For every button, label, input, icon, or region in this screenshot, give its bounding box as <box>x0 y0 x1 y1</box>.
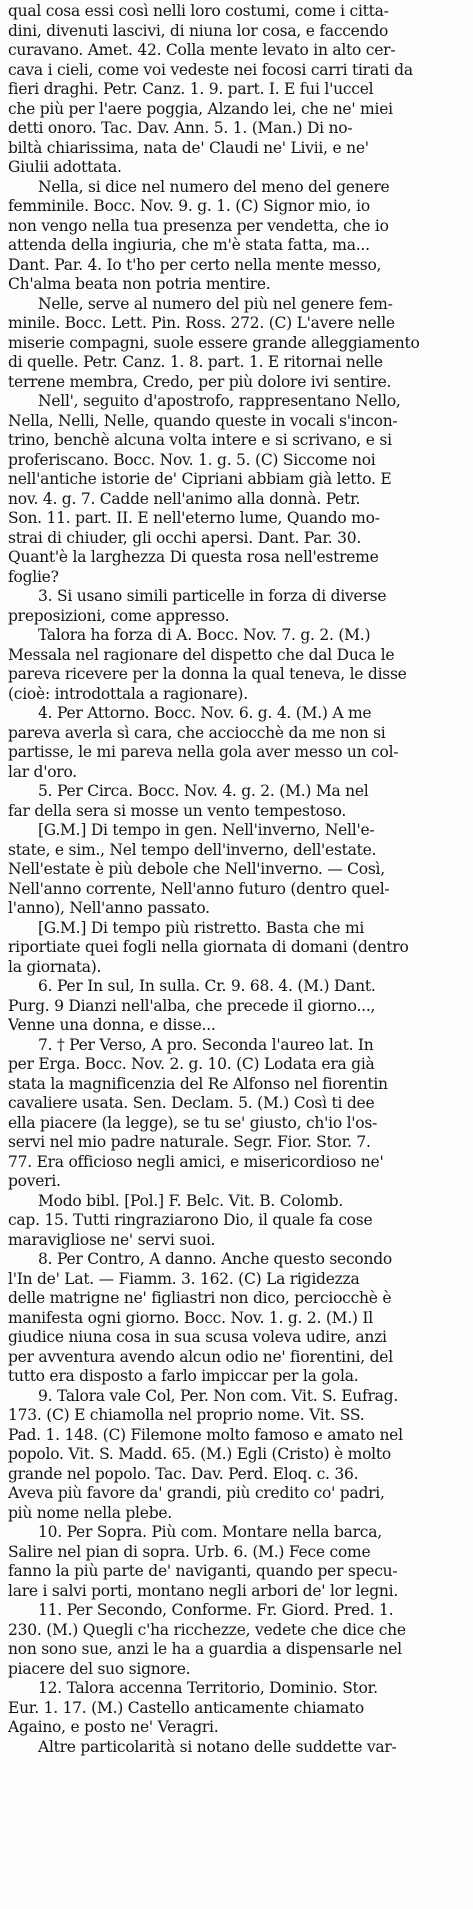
text-line: per Erga. Bocc. Nov. 2. g. 10. (C) Lodata era già <box>8 1055 375 1073</box>
text-line: lar d'oro. <box>8 762 77 781</box>
text-line: curavano. Amet. 42. Colla mente levato in alto cer- <box>8 41 396 59</box>
text-line: l'anno), Nell'anno passato. <box>8 899 210 917</box>
text-line: nov. 4. g. 7. Cadde nell'animo alla donnà. Petr. <box>8 489 361 508</box>
text-line: Nell', seguito d'apostrofo, rappresentano Nello, <box>38 392 401 410</box>
text-line: per avventura avendo alcun odio ne' fiorentini, del <box>8 1347 393 1366</box>
text-line: Quant'è la larghezza Di questa rosa nell'estreme <box>8 548 379 566</box>
text-line: trino, benchè alcuna volta intere e si scrivano, e si <box>8 431 392 449</box>
text-line: Aveva più favore da' grandi, più credito co' padri, <box>8 1484 385 1502</box>
text-line: minile. Bocc. Lett. Pin. Ross. 272. (C) L'avere nelle <box>8 314 395 332</box>
text-line: Messala nel ragionare del dispetto che dal Duca le <box>8 645 395 664</box>
text-line: Ch'alma beata non potria mentire. <box>8 275 271 293</box>
text-line: 11. Per Secondo, Conforme. Fr. Giord. Pred. 1. <box>38 1601 394 1619</box>
text-line: ella piacere (la legge), se tu se' giusto, ch'io l'os- <box>8 1113 378 1132</box>
text-line: (cioè: introdottala a ragionare). <box>8 684 248 703</box>
text-line: lare i salvi porti, montano negli arbori de' lor legni. <box>8 1581 399 1600</box>
text-line: Purg. 9 Dianzi nell'alba, che precede il giorno..., <box>8 996 376 1015</box>
text-line: preposizioni, come appresso. <box>8 606 230 625</box>
text-line: 7. † Per Verso, A pro. Seconda l'aureo lat. In <box>38 1035 374 1054</box>
text-line: femminile. Bocc. Nov. 9. g. 1. (C) Signor mio, io <box>8 197 370 215</box>
text-line: servi nel mio padre naturale. Segr. Fior. Stor. 7. <box>8 1133 371 1151</box>
text-line: Eur. 1. 17. (M.) Castello anticamente chiamato <box>8 1698 364 1717</box>
text-line: far della sera si mosse un vento tempestoso. <box>8 801 347 820</box>
text-line: di quelle. Petr. Canz. 1. 8. part. 1. E ritornai nelle <box>8 353 383 371</box>
text-line: fieri draghi. Petr. Canz. 1. 9. part. I. E fui l'uccel <box>8 80 374 98</box>
text-line: 77. Era officioso negli amici, e misericordioso ne' <box>8 1152 384 1171</box>
text-line: non sono sue, anzi le ha a guardia a dispensarle nel <box>8 1640 402 1658</box>
text-line: pareva averla sì cara, che acciocchè da me non si <box>8 723 386 742</box>
text-line: [G.M.] Di tempo più ristretto. Basta che mi <box>38 918 365 937</box>
text-line: terrene membra, Credo, per più dolore ivi sentire. <box>8 372 392 391</box>
text-line: Nella, Nelli, Nelle, quando queste in vocali s'incon- <box>8 411 398 430</box>
text-line: qual cosa essi così nelli loro costumi, come i citta- <box>8 2 389 20</box>
text-line: non vengo nella tua presenza per vendetta, che io <box>8 216 389 235</box>
text-line: partisse, le mi pareva nella gola aver messo un col- <box>8 743 399 761</box>
text-line: riportiate quei fogli nella giornata di domani (dentro <box>8 938 409 956</box>
text-line: Nella, si dice nel numero del meno del genere <box>38 177 390 196</box>
text-line: strai di chiuder, gli occhi apersi. Dant. Par. 30. <box>8 528 362 547</box>
text-line: [G.M.] Di tempo in gen. Nell'inverno, Nell'e- <box>38 821 375 839</box>
text-line: cavaliere usata. Sen. Declam. 5. (M.) Così ti dee <box>8 1094 375 1112</box>
text-line: 10. Per Sopra. Più com. Montare nella barca, <box>38 1523 382 1541</box>
text-line: manifesta ogni giorno. Bocc. Nov. 1. g. 2. (M.) Il <box>8 1308 373 1327</box>
text-line: Son. 11. part. II. E nell'eterno lume, Quando mo- <box>8 509 380 527</box>
text-line: fanno la più parte de' naviganti, quando per specu- <box>8 1562 398 1580</box>
text-line: giudice niuna cosa in sua scusa voleva udire, anzi <box>8 1328 387 1346</box>
text-line: miserie compagni, suole essere grande alleggiamento <box>8 333 420 352</box>
text-line: Talora ha forza di A. Bocc. Nov. 7. g. 2. (M.) <box>38 626 371 644</box>
text-line: grande nel popolo. Tac. Dav. Perd. Eloq. c. 36. <box>8 1464 359 1483</box>
text-line: foglie? <box>8 567 59 586</box>
text-line: piacere del suo signore. <box>8 1659 191 1678</box>
text-line: Giulii adottata. <box>8 158 122 176</box>
text-line: 6. Per In sul, In sulla. Cr. 9. 68. 4. (M.) Dant. <box>38 977 376 995</box>
text-line: 4. Per Attorno. Bocc. Nov. 6. g. 4. (M.) A me <box>38 704 372 722</box>
text-line: la giornata). <box>8 957 102 976</box>
text-line: popolo. Vit. S. Madd. 65. (M.) Egli (Cristo) è molto <box>8 1445 391 1463</box>
text-line: 173. (C) E chiamolla nel proprio nome. Vit. SS. <box>8 1406 365 1424</box>
text-line: che più per l'aere poggia, Alzando lei, che ne' miei <box>8 99 393 118</box>
text-line: più nome nella plebe. <box>8 1503 172 1522</box>
text-line: Salire nel pian di sopra. Urb. 6. (M.) Fece come <box>8 1542 371 1561</box>
text-line: stata la magnificenzia del Re Alfonso nel fiorentin <box>8 1074 388 1093</box>
text-line: l'In de' Lat. — Fiamm. 3. 162. (C) La rigidezza <box>8 1269 360 1288</box>
text-line: Venne una donna, e disse... <box>8 1016 216 1034</box>
text-line: attenda della ingiuria, che m'è stata fatta, ma... <box>8 236 370 254</box>
text-line: Nell'estate è più debole che Nell'inverno. — Così, <box>8 860 385 878</box>
text-line: Altre particolarità si notano delle suddette var- <box>38 1737 397 1756</box>
text-line: dini, divenuti lascivi, di niuna lor cosa, e faccendo <box>8 21 389 40</box>
text-line: Modo bibl. [Pol.] F. Belc. Vit. B. Colomb. <box>38 1191 344 1210</box>
dictionary-entry-column <box>8 2 466 1757</box>
text-line: Nelle, serve al numero del più nel genere fem- <box>38 294 393 313</box>
text-line: cava i cieli, come voi vedeste nei focosi carri tirati da <box>8 60 413 79</box>
text-line: 8. Per Contro, A danno. Anche questo secondo <box>38 1250 392 1268</box>
text-line: Dant. Par. 4. Io t'ho per certo nella mente messo, <box>8 255 382 274</box>
text-line: delle matrigne ne' figliastri non dico, perciocchè è <box>8 1289 392 1307</box>
text-line: state, e sim., Nel tempo dell'inverno, dell'estate. <box>8 840 377 859</box>
text-line: cap. 15. Tutti ringraziarono Dio, il quale fa cose <box>8 1211 373 1229</box>
text-line: Pad. 1. 148. (C) Filemone molto famoso e amato nel <box>8 1425 403 1444</box>
text-line: Nell'anno corrente, Nell'anno futuro (dentro quel- <box>8 879 390 898</box>
text-line: poveri. <box>8 1172 61 1190</box>
text-line: pareva ricevere per la donna la qual teneva, le disse <box>8 665 407 683</box>
text-line: detti onoro. Tac. Dav. Ann. 5. 1. (Man.) Di no- <box>8 119 353 137</box>
text-line: 230. (M.) Quegli c'ha ricchezze, vedete che dice che <box>8 1620 406 1639</box>
text-line: nell'antiche istorie de' Cipriani abbiam già letto. E <box>8 470 392 488</box>
text-line: maravigliose ne' servi suoi. <box>8 1230 216 1249</box>
text-line: tutto era disposto a farlo impiccar per la gola. <box>8 1367 359 1385</box>
text-line: proferiscano. Bocc. Nov. 1. g. 5. (C) Siccome noi <box>8 450 376 469</box>
text-line: biltà chiarissima, nata de' Claudi ne' Livii, e ne' <box>8 138 369 157</box>
text-line: 3. Si usano simili particelle in forza di diverse <box>38 587 387 605</box>
text-line: 9. Talora vale Col, Per. Non com. Vit. S. Eufrag. <box>38 1386 399 1405</box>
text-line: 5. Per Circa. Bocc. Nov. 4. g. 2. (M.) Ma nel <box>38 782 369 800</box>
text-line: Againo, e posto ne' Veragri. <box>8 1718 219 1736</box>
text-line: 12. Talora accenna Territorio, Dominio. Stor. <box>38 1679 378 1697</box>
